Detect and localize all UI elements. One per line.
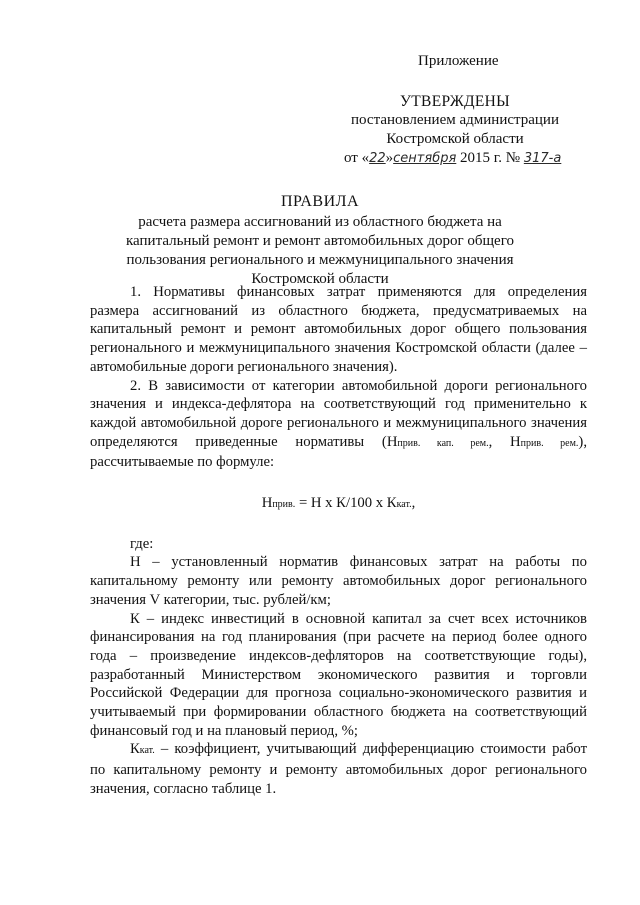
paragraph-2-text: 2. В зависимости от категории автомобильной дороги регионального значения и индекса-дефлятора на соответствующий год применительно к каждой автомобильной дороге регионального и межмуниципального значения определяются приведенные нормативы ( [90,377,587,450]
norm-cap-subscript: прив. кап. рем. [397,437,489,449]
formula-h: Н [261,495,273,512]
definition-h: Н – установленный норматив финансовых затрат на работы по капитальному ремонту или ремонту автомобильных дорог регионального значения V категории, тыс. рублей/км; [90,554,587,608]
norm-cap-symbol: Н [386,433,398,450]
formula-k-subscript: кат. [396,499,412,511]
approval-line-1: постановлением администрации [351,112,559,128]
date-sep: » [385,150,394,166]
rules-title: ПРАВИЛА [280,193,360,210]
date-day: 22 [369,151,386,166]
document-body [90,283,587,799]
approval-line-2: Костромской области [386,131,524,147]
paragraph-2-end: ), рассчитываемые по формуле: [90,433,587,471]
norm-rep-symbol: Н [510,433,521,450]
paragraph-1: 1. Нормативы финансовых затрат применяются для определения размера ассигнований из областного бюджета, предусматриваемых на капитальный ремонт и ремонт автомобильных дорог общего пользования регионального и межмуниципального значения Костромской области (далее – автомобильные дороги регионального значения). [90,284,587,375]
appendix-label: Приложение [418,53,499,69]
formula [90,494,587,515]
definition-k: К – индекс инвестиций в основной капитал за счет всех источников финансирования на год планирования (при расчете на период более одного года – произведение индексов-дефляторов на соответствующие годы), разработанный Министерством экономического развития и торговли Российской Федерации для прогноза социально-экономического развития и учитываемый при формировании областного бюджета на соответствующий финансовый год и на плановый период, %; [90,610,587,739]
document-number: 317-а [523,151,562,166]
kkat-subscript: кат. [139,745,155,757]
norm-separator: , [488,433,511,450]
date-prefix: от « [344,150,370,166]
kkat-symbol: К [130,741,140,758]
kkat-text: – коэффициент, учитывающий дифференциацию стоимости работ по капитальному ремонту и ремонту автомобильных дорог регионального значения, согласно таблице 1. [90,741,587,797]
norm-rep-subscript: прив. рем. [520,437,579,449]
formula-mid: = Н x К/100 x К [295,495,397,512]
date-month: сентября [393,151,457,166]
where-label: где: [130,535,154,552]
approval-title: УТВЕРЖДЕНЫ [400,93,510,110]
definition-kkat [90,740,587,798]
formula-end: , [411,495,416,512]
paragraph-2 [90,377,587,473]
date-year: 2015 г. № [456,150,524,166]
approval-block [330,92,580,168]
approval-date-line [330,149,580,168]
rules-subtitle: расчета размера ассигнований из областного бюджета на капитальный ремонт и ремонт автомобильных дорог общего пользования регионального и межмуниципального значения Костромской области [126,214,514,287]
formula-h-subscript: прив. [272,499,296,511]
